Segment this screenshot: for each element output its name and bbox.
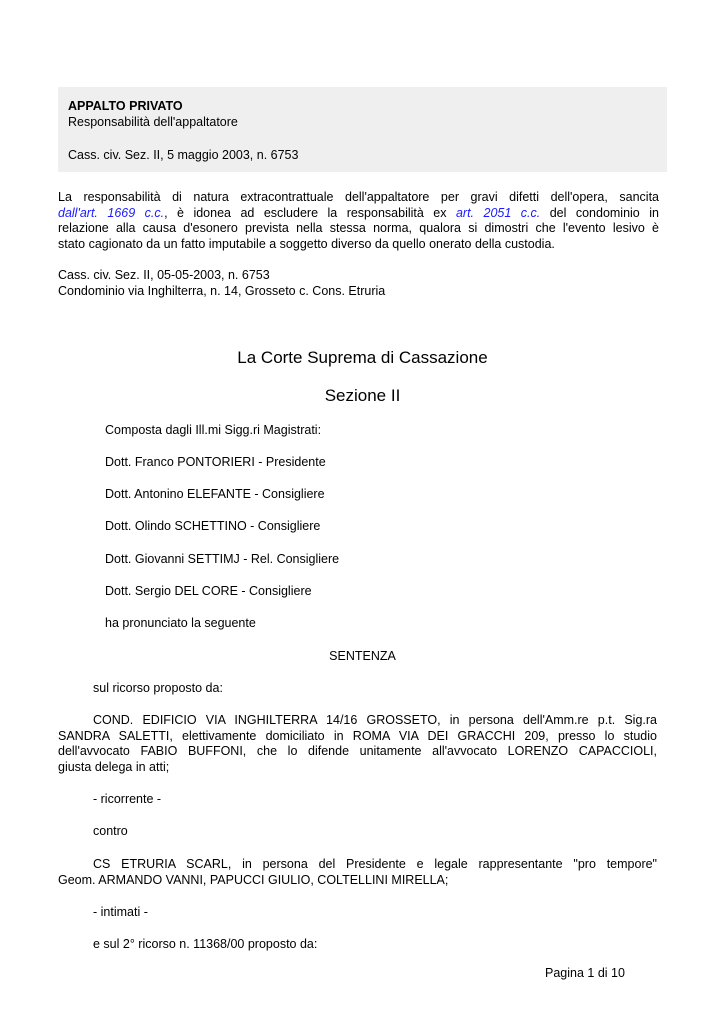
summary-line-2 bbox=[58, 206, 659, 222]
sentence-p2-line-2: SANDRA SALETTI, elettivamente domiciliato in ROMA VIA DEI GRACCHI 209, presso lo studio bbox=[58, 728, 657, 743]
summary-paragraph bbox=[58, 190, 659, 252]
header-subtitle: Responsabilità dell'appaltatore bbox=[68, 115, 238, 129]
sentence-p1: sul ricorso proposto da: bbox=[93, 681, 223, 695]
judge-item-2: Dott. Antonino ELEFANTE - Consigliere bbox=[105, 487, 325, 501]
court-title: La Corte Suprema di Cassazione bbox=[237, 348, 488, 367]
summary-text-2a: , è idonea ad escludere la responsabilità ex bbox=[164, 205, 447, 220]
reference-line-2: Condominio via Inghilterra, n. 14, Grosseto c. Cons. Etruria bbox=[58, 284, 386, 298]
sentence-p2-line-1: COND. EDIFICIO VIA INGHILTERRA 14/16 GROSSETO, in persona dell'Amm.re p.t. Sig.ra bbox=[93, 713, 657, 727]
sentence-p5 bbox=[58, 857, 657, 888]
sentence-heading: SENTENZA bbox=[329, 649, 396, 663]
judge-item-5: Dott. Sergio DEL CORE - Consigliere bbox=[105, 584, 312, 598]
sentence-p3: - ricorrente - bbox=[93, 792, 162, 806]
judges-intro: Composta dagli Ill.mi Sigg.ri Magistrati: bbox=[105, 423, 322, 437]
sentence-p5-line-2: Geom. ARMANDO VANNI, PAPUCCI GIULIO, COLTELLINI MIRELLA; bbox=[58, 872, 449, 887]
judge-item-1: Dott. Franco PONTORIERI - Presidente bbox=[105, 455, 326, 469]
sentence-p2-line-4: giusta delega in atti; bbox=[58, 759, 170, 774]
page-number: Pagina 1 di 10 bbox=[545, 966, 625, 980]
sentence-p6: - intimati - bbox=[93, 905, 148, 919]
header-box bbox=[58, 87, 667, 172]
sentence-p4: contro bbox=[93, 824, 128, 838]
sentence-p7: e sul 2° ricorso n. 11368/00 proposto da: bbox=[93, 937, 318, 951]
court-section: Sezione II bbox=[324, 386, 401, 405]
sentence-p2-line-3: dell'avvocato FABIO BUFFONI, che lo difende unitamente all'avvocato LORENZO CAPACCIOLI, bbox=[58, 744, 657, 758]
header-title: APPALTO PRIVATO bbox=[68, 99, 183, 113]
judge-item-3: Dott. Olindo SCHETTINO - Consigliere bbox=[105, 519, 321, 533]
sentence-p5-line-1: CS ETRURIA SCARL, in persona del Presidente e legale rappresentante "pro tempore" bbox=[93, 857, 657, 871]
link-art-2051[interactable]: art. 2051 c.c. bbox=[455, 205, 541, 220]
reference-line-1: Cass. civ. Sez. II, 05-05-2003, n. 6753 bbox=[58, 268, 270, 282]
sentence-p2 bbox=[58, 713, 657, 775]
judge-item-4: Dott. Giovanni SETTIMJ - Rel. Consigliere bbox=[105, 552, 340, 566]
header-citation: Cass. civ. Sez. II, 5 maggio 2003, n. 6753 bbox=[68, 148, 299, 162]
summary-line-1: La responsabilità di natura extracontrattuale dell'appaltatore per gravi difetti dell'opera, sancita bbox=[58, 190, 659, 204]
link-art-1669[interactable]: dall'art. 1669 c.c. bbox=[58, 205, 165, 220]
summary-line-3: relazione alla causa d'esonero prevista nella stessa norma, qualora si dimostri che l'evento lesivo è bbox=[58, 221, 659, 235]
summary-text-2b: del condominio in bbox=[549, 205, 659, 220]
judges-closing: ha pronunciato la seguente bbox=[105, 616, 256, 630]
summary-line-4: stato cagionato da un fatto imputabile a soggetto diverso da quello onerato della custodia. bbox=[58, 236, 555, 251]
